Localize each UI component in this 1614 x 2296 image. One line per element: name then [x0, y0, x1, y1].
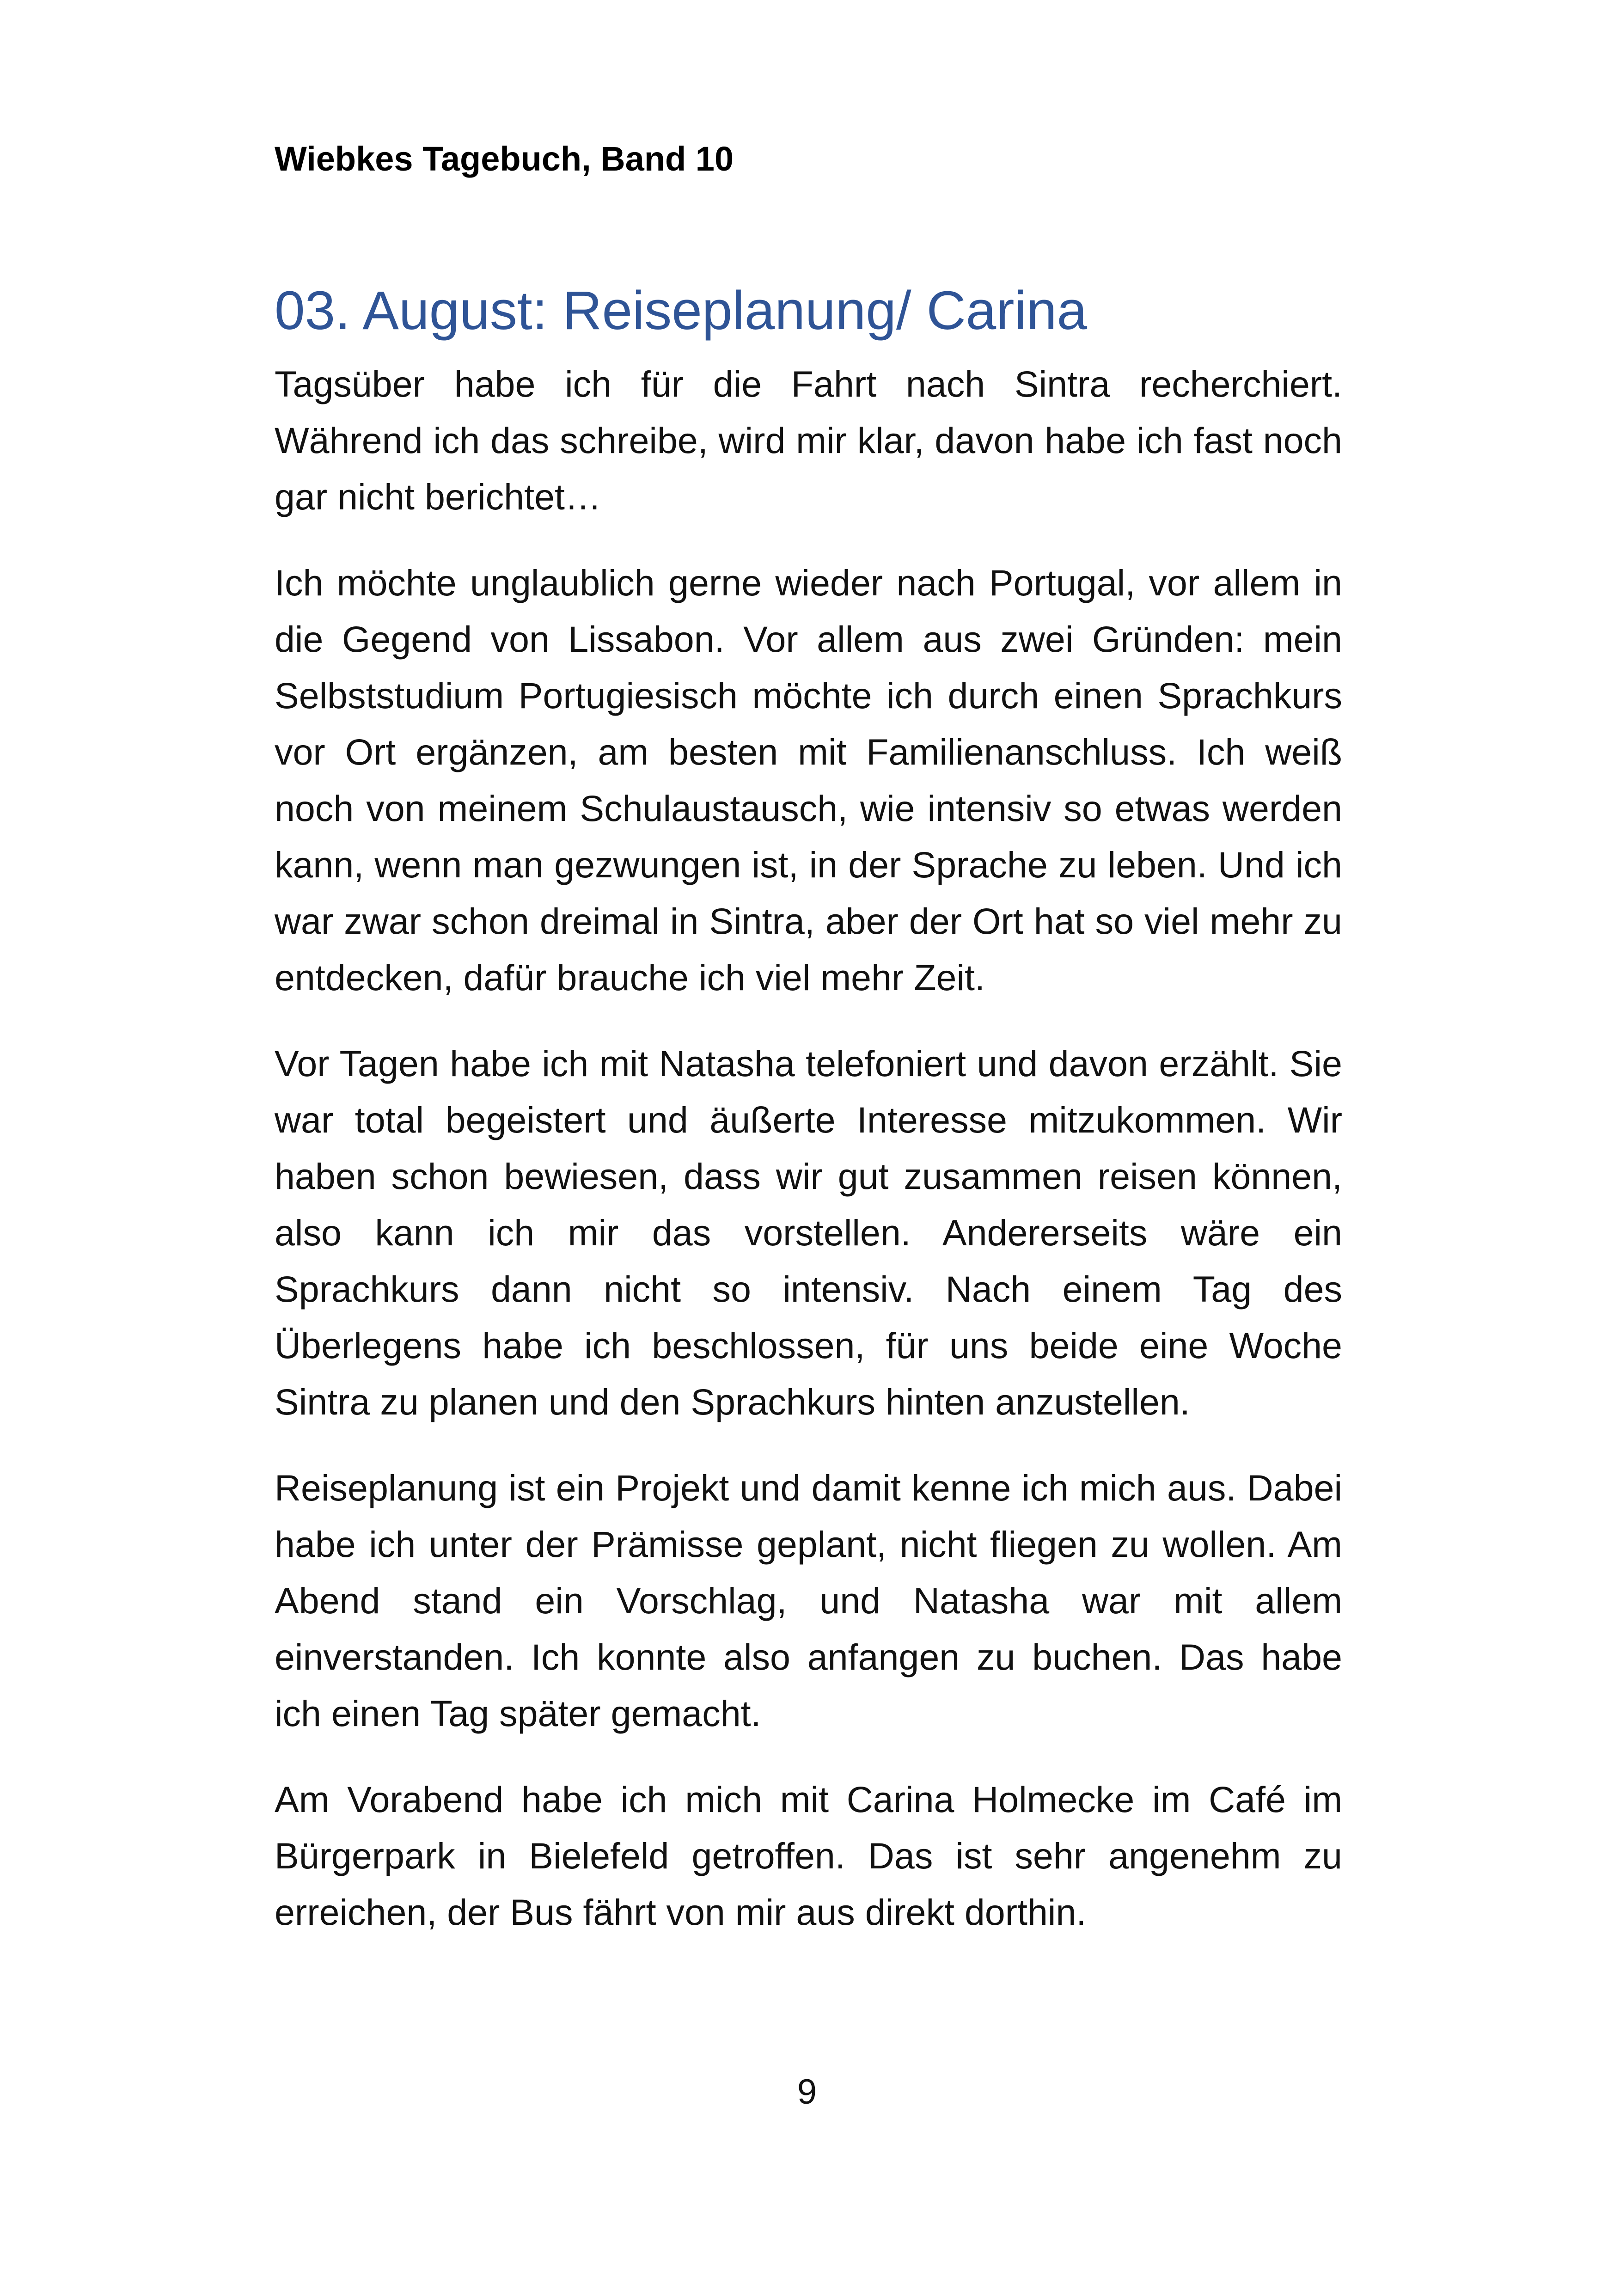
body-text: [275, 356, 1342, 1970]
paragraph: Tagsüber habe ich für die Fahrt nach Sintra recherchiert. Während ich das schreibe, wird mir klar, davon habe ich fast noch gar nicht berichtet…: [275, 363, 1342, 517]
paragraph: Ich möchte unglaublich gerne wieder nach Portugal, vor allem in die Gegend von Lissabon. Vor allem aus zwei Gründen: mein Selbststudium Portugiesisch möchte ich durch einen Sprachkurs vor Ort ergänzen, am besten mit Familienanschluss. Ich weiß noch von meinem Schulaustausch, wie intensiv so etwas werden kann, wenn man gezwungen ist, in der Sprache zu leben. Und ich war zwar schon dreimal in Sintra, aber der Ort hat so viel mehr zu entdecken, dafür brauche ich viel mehr Zeit.: [275, 562, 1342, 998]
paragraph: Reiseplanung ist ein Projekt und damit kenne ich mich aus. Dabei habe ich unter der Prämisse geplant, nicht fliegen zu wollen. Am Abend stand ein Vorschlag, und Natasha war mit allem einverstanden. Ich konnte also anfangen zu buchen. Das habe ich einen Tag später gemacht.: [275, 1467, 1342, 1734]
running-header: Wiebkes Tagebuch, Band 10: [275, 140, 734, 178]
paragraph: Vor Tagen habe ich mit Natasha telefoniert und davon erzählt. Sie war total begeistert und äußerte Interesse mitzukommen. Wir haben schon bewiesen, dass wir gut zusammen reisen können, also kann ich mir das vorstellen. Andererseits wäre ein Sprachkurs dann nicht so intensiv. Nach einem Tag des Überlegens habe ich beschlossen, für uns beide eine Woche Sintra zu planen und den Sprachkurs hinten anzustellen.: [275, 1043, 1342, 1422]
chapter-title: 03. August: Reiseplanung/ Carina: [275, 280, 1088, 341]
paragraph: Am Vorabend habe ich mich mit Carina Holmecke im Café im Bürgerpark in Bielefeld getroffen. Das ist sehr angenehm zu erreichen, der Bus fährt von mir aus direkt dorthin.: [275, 1779, 1342, 1933]
page-number: 9: [797, 2072, 817, 2112]
